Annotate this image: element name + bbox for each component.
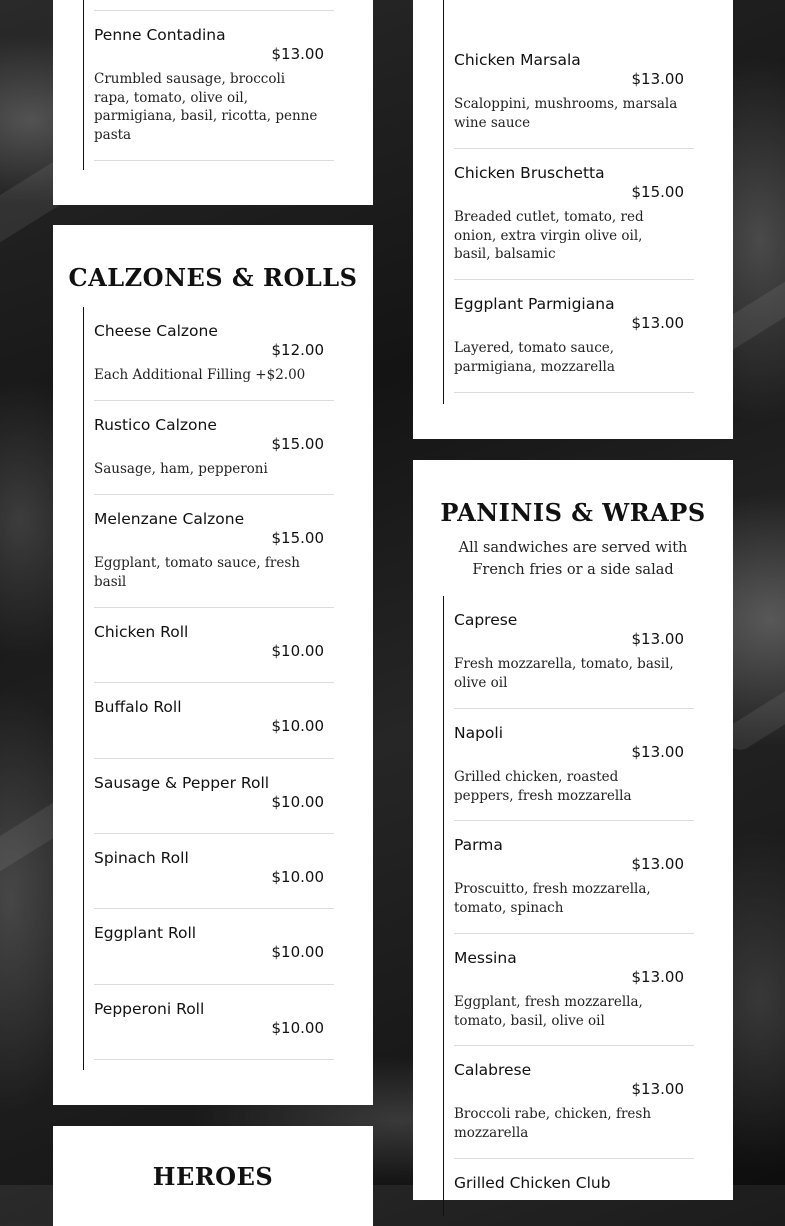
menu-item-description: Crumbled sausage, broccoli rapa, tomato, olive oil, parmigiana, basil, ricotta, penne pasta <box>94 71 318 143</box>
menu-item-list <box>443 596 694 1216</box>
menu-item-name: Buffalo Roll <box>94 698 182 716</box>
menu-section-pastas <box>53 0 373 205</box>
menu-item-price: $13.00 <box>631 968 684 986</box>
list-spacer <box>444 0 694 36</box>
menu-item <box>454 1159 694 1219</box>
menu-item <box>454 934 694 1046</box>
menu-item-name: Messina <box>454 949 517 967</box>
menu-item-name: Eggplant Parmigiana <box>454 295 615 313</box>
menu-item-price: $13.00 <box>271 45 324 63</box>
menu-item-name: Parma <box>454 836 503 854</box>
menu-item-name: Sausage & Pepper Roll <box>94 774 270 792</box>
menu-item-price: $13.00 <box>631 743 684 761</box>
menu-item-description: Layered, tomato sauce, parmigiana, mozzarella <box>454 340 615 375</box>
menu-item-name: Chicken Bruschetta <box>454 164 605 182</box>
menu-item <box>94 11 334 161</box>
menu-item-price: $10.00 <box>271 868 324 886</box>
menu-item <box>454 149 694 280</box>
menu-item <box>454 821 694 934</box>
menu-item-name: Rustico Calzone <box>94 416 217 434</box>
menu-item-price: $13.00 <box>631 1080 684 1098</box>
menu-item-name: Caprese <box>454 611 518 629</box>
menu-item-name: Grilled Chicken Club <box>454 1174 611 1192</box>
menu-item-name: Chicken Roll <box>94 623 189 641</box>
menu-item-price: $10.00 <box>271 642 324 660</box>
menu-item-price: $10.00 <box>271 793 324 811</box>
menu-item-price: $15.00 <box>631 183 684 201</box>
menu-item <box>454 36 694 149</box>
menu-item-name: Melenzane Calzone <box>94 510 245 528</box>
section-title: CALZONES & ROLLS <box>68 263 358 292</box>
menu-item <box>94 495 334 608</box>
menu-item <box>454 709 694 821</box>
menu-item-price: $15.00 <box>271 435 324 453</box>
menu-item-list <box>443 0 694 404</box>
menu-item-name: Calabrese <box>454 1061 532 1079</box>
section-title: PANINIS & WRAPS <box>440 498 706 527</box>
menu-item <box>94 834 334 909</box>
section-note: All sandwiches are served with French fries or a side salad <box>458 540 688 578</box>
menu-item-description: Breaded cutlet, tomato, red onion, extra virgin olive oil, basil, balsamic <box>454 209 644 262</box>
menu-item-price: $12.00 <box>271 341 324 359</box>
menu-item-name: Penne Contadina <box>94 26 226 44</box>
menu-item-price: $10.00 <box>271 717 324 735</box>
menu-item <box>94 401 334 495</box>
menu-item <box>454 280 694 393</box>
menu-item <box>94 307 334 401</box>
menu-item-price: $13.00 <box>631 855 684 873</box>
menu-item-description: Grilled chicken, roasted peppers, fresh mozzarella <box>454 769 632 804</box>
menu-item-description: Eggplant, fresh mozzarella, tomato, basil, olive oil <box>454 994 643 1029</box>
section-title: HEROES <box>152 1162 274 1191</box>
menu-item-name: Eggplant Roll <box>94 924 197 942</box>
menu-item-price: $10.00 <box>271 1019 324 1037</box>
menu-item <box>94 985 334 1060</box>
menu-item <box>454 1046 694 1159</box>
menu-item <box>94 759 334 834</box>
menu-item-price: $13.00 <box>631 70 684 88</box>
menu-item-description: Scaloppini, mushrooms, marsala wine sauce <box>454 96 678 131</box>
menu-item-list <box>83 0 334 170</box>
menu-section-calzones-rolls <box>53 225 373 1105</box>
divider <box>94 0 334 11</box>
menu-item-name: Napoli <box>454 724 504 742</box>
menu-item <box>94 683 334 759</box>
menu-item-description: Fresh mozzarella, tomato, basil, olive oil <box>454 656 674 691</box>
menu-item-description: Proscuitto, fresh mozzarella, tomato, spinach <box>454 881 651 916</box>
menu-item-price: $15.00 <box>271 529 324 547</box>
menu-section-paninis-wraps <box>413 460 733 1200</box>
menu-item-name: Spinach Roll <box>94 849 189 867</box>
menu-item-description: Broccoli rabe, chicken, fresh mozzarella <box>454 1106 652 1141</box>
menu-section-chicken <box>413 0 733 439</box>
menu-item <box>94 909 334 985</box>
menu-item <box>94 608 334 683</box>
menu-item-name: Pepperoni Roll <box>94 1000 205 1018</box>
menu-item-name: Cheese Calzone <box>94 322 218 340</box>
menu-item-description: Each Additional Filling +$2.00 <box>94 367 306 383</box>
menu-item-description: Eggplant, tomato sauce, fresh basil <box>94 555 300 590</box>
menu-item-price: $13.00 <box>631 314 684 332</box>
menu-item-price: $13.00 <box>631 630 684 648</box>
menu-section-heroes <box>53 1126 373 1226</box>
menu-item <box>454 596 694 709</box>
menu-item-description: Sausage, ham, pepperoni <box>94 461 268 477</box>
menu-item-list <box>83 307 334 1070</box>
menu-item-price: $10.00 <box>271 943 324 961</box>
menu-item-name: Chicken Marsala <box>454 51 581 69</box>
